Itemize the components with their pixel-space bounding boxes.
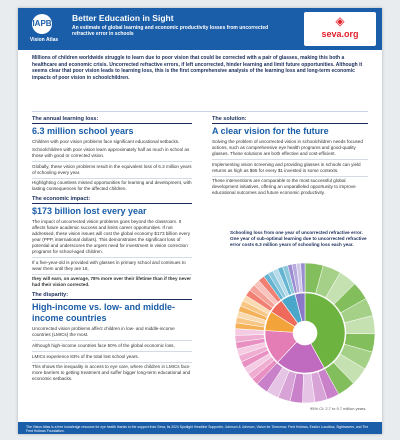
sunburst-center <box>294 322 316 344</box>
solution-label: The solution: <box>212 116 368 124</box>
divider <box>212 176 368 177</box>
economic-headline: $173 billion lost every year <box>32 206 147 217</box>
learning-loss-p2: Schoolchildren with poor vision learn approximately half as much in school as those with good or corrected vision. <box>32 147 190 158</box>
footer-bar <box>18 422 382 434</box>
economic-p3: they will earn, on average, 78% more over their lifetime than if they never had their vision corrected. <box>32 276 192 288</box>
disparity-p3: LMICs experience 83% of the total lost school years. <box>32 353 139 359</box>
divider <box>32 161 192 162</box>
divider <box>32 111 368 112</box>
learning-loss-p4: Highlighting countless missed opportunities for learning and development, with lasting consequences for the affected children. <box>32 180 192 192</box>
left-column <box>32 116 192 384</box>
learning-loss-headline: 6.3 million school years <box>32 126 134 136</box>
economic-p1: The impact of uncorrected vision problems goes beyond the classroom. It affects future academic success and limits career opportunities. If not addressed, these vision issues will cost the global economy $173 billion every year (PPP, international dollars). This demonstrates the significant loss of potential and underscores the urgent need for investment in vision correction programs for school-aged children. <box>32 219 191 255</box>
disparity-p2: Although high-income countries face 50% of the global economic loss, <box>32 342 175 348</box>
schooling-loss-sunburst-chart <box>230 258 380 408</box>
brand-name: Vision Atlas <box>29 37 59 43</box>
right-column <box>212 116 368 198</box>
divider <box>212 159 368 160</box>
seva-link[interactable]: seva.org <box>321 29 359 39</box>
seva-flame-icon: ◈ <box>335 14 345 28</box>
disparity-label: The disparity: <box>32 292 192 300</box>
economic-p2: If a five-year-old is provided with glasses in primary school and continues to wear them until they are 18, <box>32 259 186 271</box>
learning-loss-p3: Globally, these vision problems result in the equivalent loss of 6.3 million years of schooling every year. <box>32 163 192 175</box>
disparity-p1: Uncorrected vision problems affect children in low- and middle-income countries (LMICs) the most. <box>32 326 175 338</box>
solution-p2: Implementing vision screening and providing glasses in schools can yield returns as high as $65 for every $1 invested in some contexts. <box>212 161 361 173</box>
solution-p3: These interventions are comparable to the most successful global development initiatives, offering an unparalleled opportunity to improve educational outcomes and future economic productivity. <box>212 178 356 196</box>
footer-text: The Vision Atlas is a free knowledge resource for eye health thanks to the support from Seva, its 2024 Spotlight Headline Supporter, Johnson & Johnson, Vision for Tomorrow, Fred Hollows, Essilor Luxottica, Sightsavers, and The Fred Hollows Foundation. <box>26 425 369 433</box>
page-subtitle: An estimate of global learning and economic productivity losses from uncorrected refractive error in schools <box>72 25 269 37</box>
divider <box>32 340 192 341</box>
seva-logo[interactable] <box>304 12 376 46</box>
header-banner <box>18 8 382 50</box>
divider <box>32 274 192 275</box>
page-title: Better Education in Sight <box>72 13 174 23</box>
solution-p1: Solving the problem of uncorrected vision in schoolchildren needs focused actions, such as comprehensive eye health programs and good-quality glasses. These solutions are both effective and cost-efficient. <box>212 139 363 156</box>
economic-label: The economic impact: <box>32 196 192 204</box>
chart-title: Schooling loss from one year of uncorrected refractive error. One year of sub-optimal learning due to uncorrected refractive error costs 6.3 million years of schooling loss each year. <box>230 230 367 247</box>
divider <box>32 257 192 258</box>
divider <box>32 362 192 363</box>
learning-loss-p1: Children with poor vision problems face significant educational setbacks. <box>32 139 180 144</box>
iapb-logo-icon: IAPB <box>32 14 52 34</box>
factsheet-page <box>18 8 382 434</box>
disparity-headline: High-income vs. low- and middle-income countries <box>32 302 176 324</box>
intro-paragraph: Millions of children worldwide struggle to learn due to poor vision that could be corrected with a pair of glasses, making this both a healthcare and economic crisis. Uncorrected refractive errors, if left uncorrected, hinder learning and limit future opportunities. Although it seems clear that poor vision leads to learning loss, this is the first comprehensive analysis of the learning loss and long-term economic impacts of poor vision in schoolchildren. <box>32 55 363 81</box>
divider <box>32 178 192 179</box>
learning-loss-label: The annual learning loss: <box>32 116 192 124</box>
chart-caption: 95% CI: 2.7 to 9.7 million years. <box>310 406 367 411</box>
divider <box>32 351 192 352</box>
solution-headline: A clear vision for the future <box>212 126 329 136</box>
disparity-p4: This shows the inequality in access to eye care, where children in LMICs face more barriers to getting treatment and suffer bigger long-term educational and economic setbacks. <box>32 364 191 382</box>
